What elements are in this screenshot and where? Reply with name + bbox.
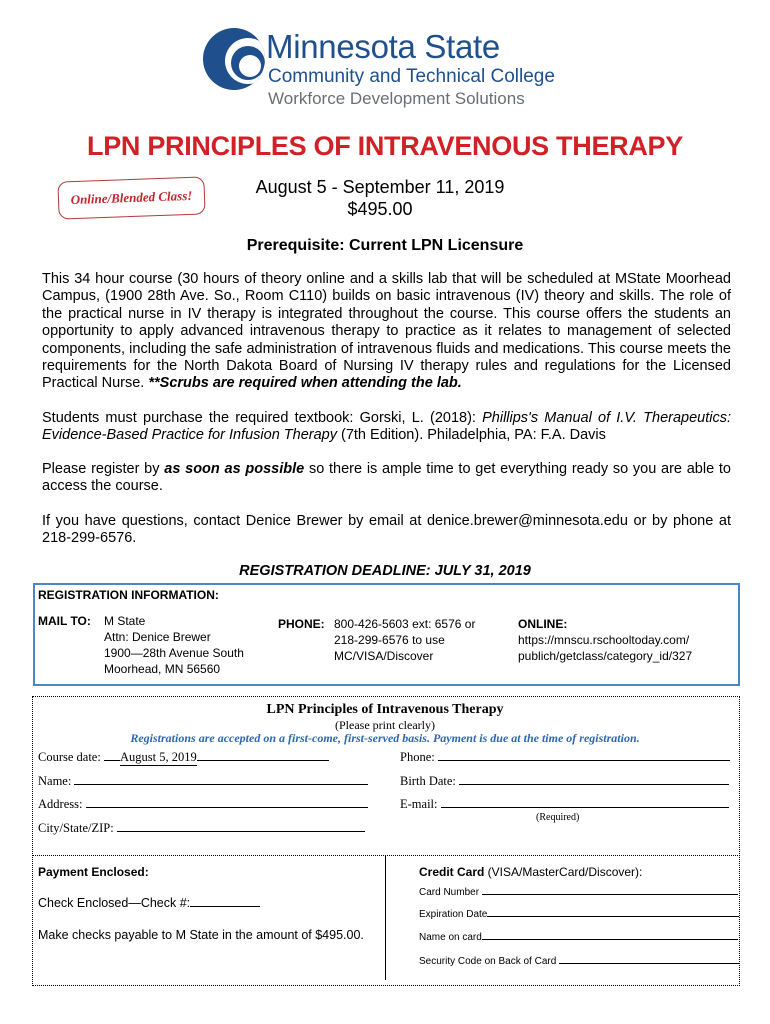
phone-line: 218-299-6576 to use xyxy=(334,633,445,647)
course-price: $495.00 xyxy=(347,199,413,219)
scrubs-note: **Scrubs are required when attending the lab. xyxy=(148,375,462,392)
phone-label: PHONE: xyxy=(278,617,325,631)
course-date-value: August 5, 2019 xyxy=(119,750,197,764)
city-state-zip-label: City/State/ZIP: xyxy=(38,821,114,835)
mail-label: MAIL TO: xyxy=(38,614,91,628)
card-number-label: Card Number xyxy=(419,887,480,898)
mail-line: 1900—28th Avenue South xyxy=(104,646,244,660)
course-date-field[interactable] xyxy=(38,750,329,766)
logo-tagline: Workforce Development Solutions xyxy=(268,89,525,108)
logo-subtitle: Community and Technical College xyxy=(268,66,555,87)
email-field[interactable] xyxy=(400,797,729,812)
payment-divider xyxy=(385,856,386,980)
textbook-lead: Students must purchase the required textbook: Gorski, L. (2018): xyxy=(42,410,483,426)
course-dates: August 5 - September 11, 2019 xyxy=(255,177,505,197)
description-text: This 34 hour course (30 hours of theory online and a skills lab that will be scheduled at MState Moorhead Campus, (1900 28th Ave. So., Room C110) builds on basic intravenous (IV) theory and skills. The role of the practical nurse in IV therapy is integrated throughout the course. This course offers the students an opportunity to apply advanced intravenous therapy to practice as it relates to management of selected components, including the safe administration of intravenous fluids and medications. This course meets the requirements for the North Dakota Board of Nursing IV therapy rules and regulations for the Licensed Practical Nurse. xyxy=(42,271,731,392)
name-on-card-field[interactable] xyxy=(419,932,738,943)
online-info xyxy=(518,616,692,664)
mail-line: Moorhead, MN 56560 xyxy=(104,662,221,676)
online-badge: Online/Blended Class! xyxy=(57,176,205,219)
security-code-label: Security Code on Back of Card xyxy=(419,956,557,967)
payable-note: Make checks payable to M State in the amount of $495.00. xyxy=(38,928,364,942)
online-url-line[interactable]: https://mnscu.rschooltoday.com/ xyxy=(518,633,690,647)
phone-line: MC/VISA/Discover xyxy=(334,649,434,663)
phone-field[interactable] xyxy=(400,750,730,765)
logo-name: Minnesota State xyxy=(266,28,500,65)
card-number-field[interactable] xyxy=(419,887,738,898)
security-code-field[interactable] xyxy=(419,956,739,967)
name-field[interactable] xyxy=(38,774,368,789)
textbook-tail: (7th Edition). Philadelphia, PA: F.A. Davis xyxy=(336,427,606,444)
name-field-label: Name: xyxy=(38,774,72,788)
contact-paragraph: If you have questions, contact Denice Brewer by email at denice.brewer@minnesota.edu or by phone at 218-299-6576. xyxy=(42,513,731,547)
email-required-note: (Required) xyxy=(536,812,580,823)
credit-card-types: (VISA/MasterCard/Discover): xyxy=(484,865,643,879)
mail-address xyxy=(104,613,244,677)
online-url-line[interactable]: publich/getclass/category_id/327 xyxy=(518,649,693,663)
course-description xyxy=(42,271,731,393)
register-emphasis: as soon as possible xyxy=(164,461,305,477)
birth-date-label: Birth Date: xyxy=(400,774,456,788)
form-print-note: (Please print clearly) xyxy=(335,718,435,732)
address-field[interactable] xyxy=(38,797,368,812)
phone-field-label: Phone: xyxy=(400,750,435,764)
check-number-label: Check Enclosed—Check #: xyxy=(38,896,191,910)
credit-card-heading xyxy=(419,864,642,880)
phone-info xyxy=(334,616,475,664)
city-state-zip-field[interactable] xyxy=(38,821,365,836)
registration-heading: REGISTRATION INFORMATION: xyxy=(38,588,219,602)
college-logo-mark xyxy=(203,28,265,90)
register-paragraph xyxy=(42,461,731,496)
payment-heading: Payment Enclosed: xyxy=(38,865,149,879)
address-field-label: Address: xyxy=(38,797,83,811)
email-field-label: E-mail: xyxy=(400,797,438,811)
textbook-paragraph xyxy=(42,410,731,445)
online-label: ONLINE: xyxy=(518,617,568,631)
phone-line: 800-426-5603 ext: 6576 or xyxy=(334,617,476,631)
register-tail: so there is ample time to get everything ready so you are able to access the course. xyxy=(42,461,731,495)
expiration-date-label: Expiration Date xyxy=(419,909,488,920)
register-lead: Please register by xyxy=(42,461,165,477)
name-on-card-label: Name on card xyxy=(419,932,482,943)
textbook-title: Phillips's Manual of I.V. Therapeutics: Evidence-Based Practice for Infusion Therapy xyxy=(42,410,731,444)
credit-card-label: Credit Card xyxy=(419,865,485,879)
expiration-date-field[interactable] xyxy=(419,909,739,920)
registration-deadline: REGISTRATION DEADLINE: JULY 31, 2019 xyxy=(239,563,531,579)
form-divider xyxy=(32,855,740,856)
check-number-field[interactable] xyxy=(38,896,260,910)
form-notice: Registrations are accepted on a first-come, first-served basis. Payment is due at the time of registration. xyxy=(130,731,640,745)
page-title: LPN PRINCIPLES OF INTRAVENOUS THERAPY xyxy=(87,131,683,161)
mail-line: M State xyxy=(104,614,146,628)
birth-date-field[interactable] xyxy=(400,774,729,789)
course-dates-block xyxy=(230,176,530,220)
form-title: LPN Principles of Intravenous Therapy xyxy=(266,702,504,717)
course-date-label: Course date: xyxy=(38,750,101,764)
prerequisite: Prerequisite: Current LPN Licensure xyxy=(246,237,524,254)
mail-line: Attn: Denice Brewer xyxy=(104,630,211,644)
